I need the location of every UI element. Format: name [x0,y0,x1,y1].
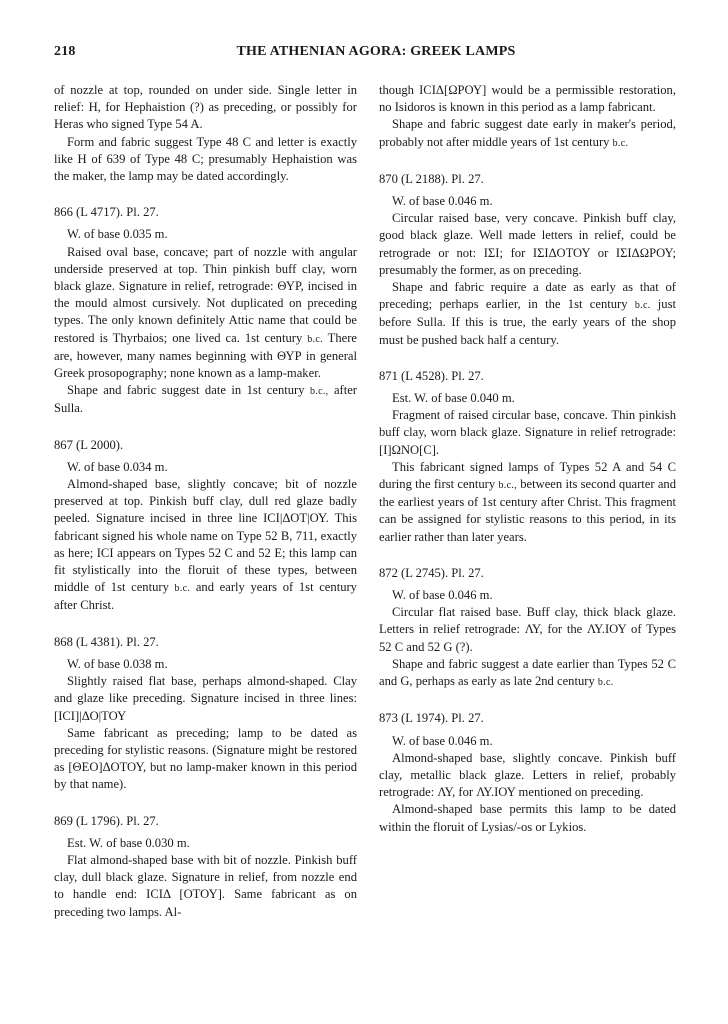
right-column [379,82,676,836]
entry-867-measure: W. of base 0.034 m. [67,459,168,474]
page-number: 218 [54,44,76,59]
entry-868-dating: Same fabricant as preceding; lamp to be dated as preceding for stylistic reasons. (Signature might be restored as [ΘΕΟ]ΔΟΤΟΥ, but no lamp-maker known in this period by that name). [54,725,357,792]
entry-868-description: Slightly raised flat base, perhaps almond-shaped. Clay and glaze like preceding. Signature incised in three lines: [ΙCΙ]|ΔΟ|ΤΟΥ [54,674,357,723]
continued-paragraph-2: Shape and fabric suggest date early in maker's period, probably not after middle years of 1st century b.c. [379,117,676,149]
entry-871-measure: Est. W. of base 0.040 m. [392,391,515,406]
left-column [54,82,357,921]
entry-866-description: Raised oval base, concave; part of nozzle with angular underside preserved at top. Thin pinkish buff clay, worn black glaze. Signature in relief, retrograde: ΘΥΡ, incised in the mould almost cursively. Not duplicated on preceding types. The only known definitely Attic name that could be restored is Thyrbaios; one lived ca. 1st century b.c. There are, however, many names beginning with ΘΥΡ in general Greek prosopography; none known as a lamp-maker. [54,244,357,381]
entry-866-dating: Shape and fabric suggest date in 1st century b.c., after Sulla. [54,383,358,416]
entry-869-measure: Est. W. of base 0.030 m. [67,835,190,850]
continued-paragraph-2: Form and fabric suggest Type 48 C and letter is exactly like Η of 639 of Type 48 C; presumably Hephaistion was the maker, the lamp may be dated accordingly. [54,134,357,184]
entry-866-heading: 866 (L 4717). Pl. 27. [54,205,159,220]
entry-873-description: Almond-shaped base, slightly concave. Pinkish buff clay, metallic black glaze. Letters in relief, probably retrograde: ΛΥ, for ΛΥ.ΙΟΥ mentioned on preceding. [379,750,676,800]
entry-873-heading: 873 (L 1974). Pl. 27. [379,711,484,726]
entry-867-description: Almond-shaped base, slightly concave; bit of nozzle preserved at top. Pinkish buff clay, dull red glaze badly peeled. Signature incised in three line ΙCΙ|ΔΟΤ|ΟΥ. This fabricant signed his whole name on Type 52 B, 711, exactly as here; ΙCΙ appears on Types 52 C and 52 E; this lamp can fit stylistically into the floruit of these types, between middle of 1st century b.c. and early years of 1st century after Christ. [54,477,357,613]
entry-870-description: Circular raised base, very concave. Pinkish buff clay, good black glaze. Well made letters in relief, could be retrograde or not: ΙΣΙ; for ΙΣΙΔΟΤΟΥ or ΙΣΙΔΩΡΟΥ; presumably the former, as on preceding. [379,211,676,277]
entry-873-measure: W. of base 0.046 m. [392,733,493,748]
entry-868-measure: W. of base 0.038 m. [67,656,168,671]
entry-872-heading: 872 (L 2745). Pl. 27. [379,565,484,580]
page-header [54,44,698,66]
entry-871-dating: This fabricant signed lamps of Types 52 A and 54 C during the first century b.c., between its second quarter and the earliest years of 1st century after Christ. This fragment can be assigned for stylistic reasons to this period, in its earlier rather than later years. [379,459,677,544]
entry-871-heading: 871 (L 4528). Pl. 27. [379,368,484,383]
entry-871-description: Fragment of raised circular base, concave. Thin pinkish buff clay, worn black glaze. Signature in relief retrograde: [Ι]ΩΝΟ[C]. [379,408,676,457]
entry-869-heading: 869 (L 1796). Pl. 27. [54,813,159,828]
entry-869-description: Flat almond-shaped base with bit of nozzle. Pinkish buff clay, dull black glaze. Signature in relief, from nozzle end to handle end: ΙCΙΔ [ΟΤΟΥ]. Same fabricant as on preceding two lamps. Al- [54,852,357,919]
entry-873-dating: Almond-shaped base permits this lamp to be dated within the floruit of Lysias/-os or Lykios. [379,802,676,834]
entry-867-heading: 867 (L 2000). [54,437,124,452]
entry-870-heading: 870 (L 2188). Pl. 27. [379,171,484,186]
entry-872-measure: W. of base 0.046 m. [392,588,493,603]
entry-868-heading: 868 (L 4381). Pl. 27. [54,634,159,649]
entry-870-dating: Shape and fabric require a date as early as that of preceding; perhaps earlier, in the 1st century b.c. just before Sulla. If this is true, the early years of the shop must be pushed back half a century. [379,280,676,347]
entry-872-dating: Shape and fabric suggest a date earlier than Types 52 C and G, perhaps as early as late 2nd century b.c. [379,656,676,689]
entry-870-measure: W. of base 0.046 m. [392,194,493,209]
entry-866-measure: W. of base 0.035 m. [67,227,168,242]
continued-paragraph: of nozzle at top, rounded on under side. Single letter in relief: Η, for Hephaistion (?) as preceding, or possibly for Heras who signed Type 54 A. [54,83,357,132]
entry-872-description: Circular flat raised base. Buff clay, thick black glaze. Letters in relief retrograde: ΛΥ, for the ΛΥ.ΙΟΥ of Types 52 C and 52 G (?). [379,605,676,654]
continued-paragraph: though ΙCΙΔ[ΩΡΟΥ] would be a permissible restoration, no Isidoros is known in this period as a lamp fabricant. [379,83,676,115]
running-title: THE ATHENIAN AGORA: GREEK LAMPS [236,44,516,59]
